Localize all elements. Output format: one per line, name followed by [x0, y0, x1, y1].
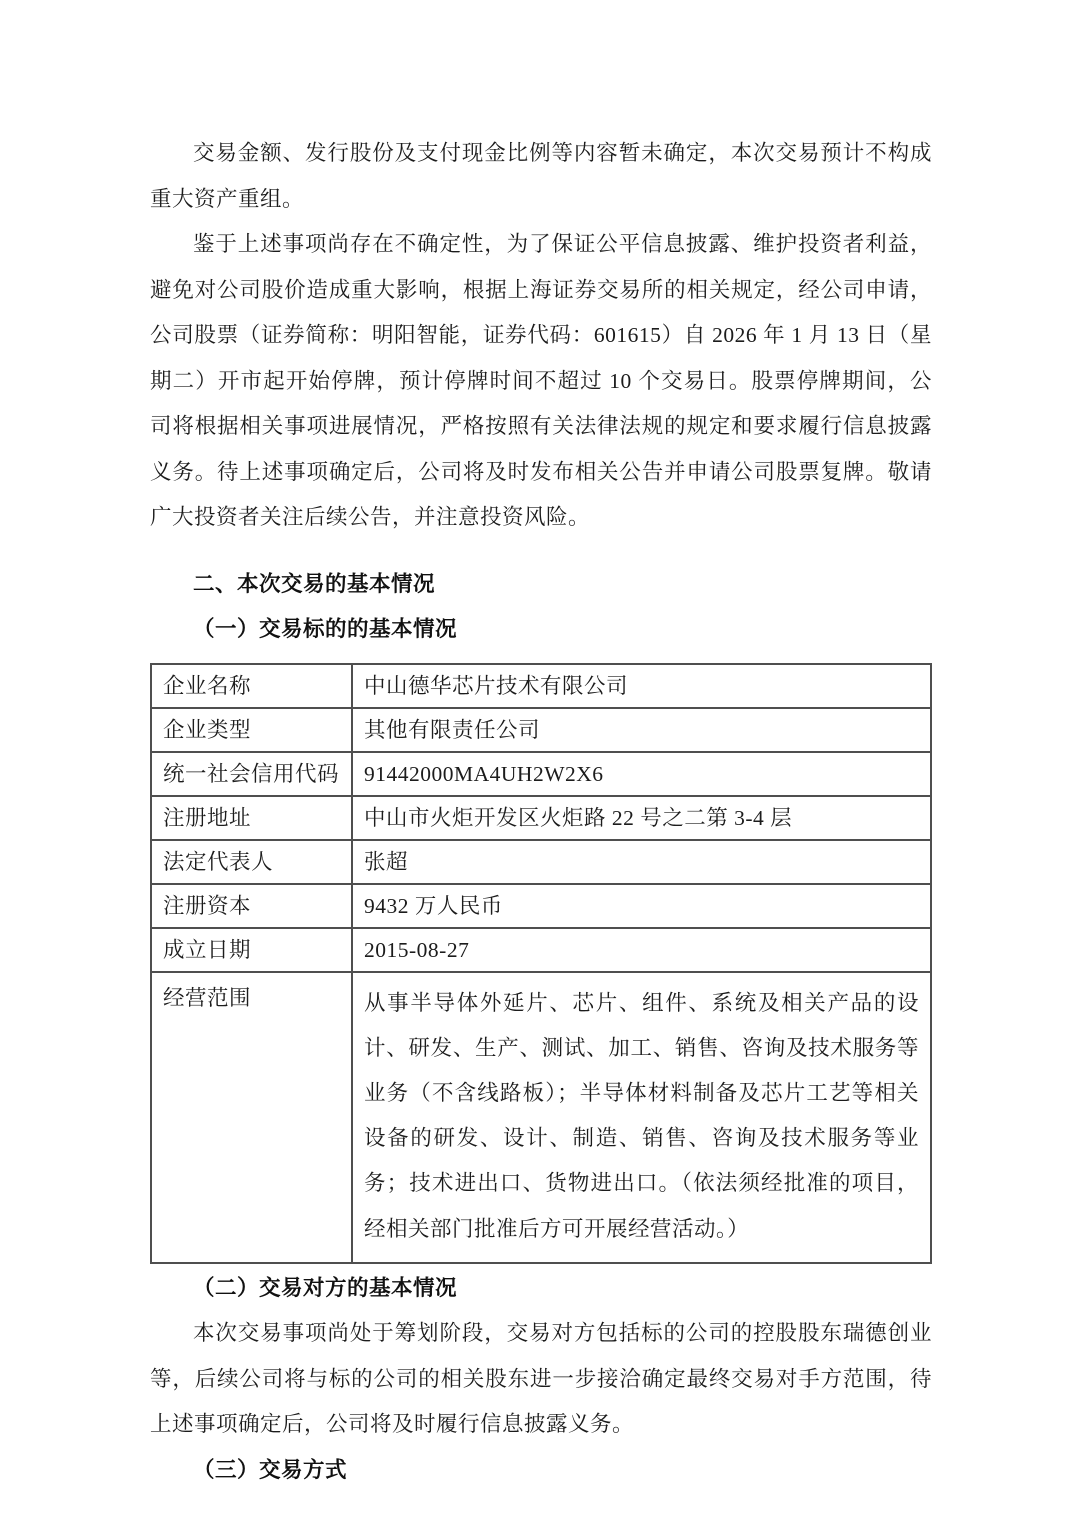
table-row-registered-address	[151, 796, 931, 840]
row-value: 中山德华芯片技术有限公司	[352, 664, 931, 708]
row-label: 注册资本	[151, 884, 352, 928]
row-value: 其他有限责任公司	[352, 708, 931, 752]
row-value: 2015-08-27	[352, 928, 931, 972]
paragraph-transaction-amount: 交易金额、发行股份及支付现金比例等内容暂未确定，本次交易预计不构成重大资产重组。	[150, 141, 932, 211]
table-row-legal-representative	[151, 840, 931, 884]
table-row-company-name	[151, 664, 931, 708]
subsection-heading-counterparty-basics: （二）交易对方的基本情况	[193, 1275, 458, 1300]
row-value: 中山市火炬开发区火炬路 22 号之二第 3-4 层	[352, 796, 931, 840]
table-row-business-scope	[151, 972, 931, 1263]
row-label: 法定代表人	[151, 840, 352, 884]
row-label: 企业类型	[151, 708, 352, 752]
table-row-company-type	[151, 708, 931, 752]
row-value: 张超	[352, 840, 931, 884]
row-label: 经营范围	[151, 972, 352, 1263]
table-row-registered-capital	[151, 884, 931, 928]
row-value: 9432 万人民币	[352, 884, 931, 928]
table-row-establishment-date	[151, 928, 931, 972]
target-company-table	[150, 663, 932, 1264]
subsection-heading-transaction-method: （三）交易方式	[193, 1457, 348, 1482]
row-label: 统一社会信用代码	[151, 752, 352, 796]
subsection-heading-target-basics: （一）交易标的的基本情况	[193, 617, 458, 641]
row-label: 企业名称	[151, 664, 352, 708]
paragraph-suspension-notice: 鉴于上述事项尚存在不确定性，为了保证公平信息披露、维护投资者利益，避免对公司股价造成重大影响，根据上海证券交易所的相关规定，经公司申请，公司股票（证券简称：明阳智能，证券代码：601615）自 2026 年 1 月 13 日（星期二）开市起开始停牌，预计停牌时间不超过 10 个交易日。股票停牌期间，公司将根据相关事项进展情况，严格按照有关法律法规的规定和要求履行信息披露义务。待上述事项确定后，公司将及时发布相关公告并申请公司股票复牌。敬请广大投资者关注后续公告，并注意投资风险。	[150, 232, 932, 529]
row-value: 91442000MA4UH2W2X6	[352, 752, 931, 796]
section-heading-transaction-overview: 二、本次交易的基本情况	[193, 571, 436, 596]
row-label: 注册地址	[151, 796, 352, 840]
paragraph-counterparty: 本次交易事项尚处于筹划阶段，交易对方包括标的公司的控股股东瑞德创业等，后续公司将与标的公司的相关股东进一步接洽确定最终交易对手方范围，待上述事项确定后，公司将及时履行信息披露义务。	[150, 1321, 932, 1437]
row-value: 从事半导体外延片、芯片、组件、系统及相关产品的设计、研发、生产、测试、加工、销售、咨询及技术服务等业务（不含线路板）；半导体材料制备及芯片工艺等相关设备的研发、设计、制造、销售、咨询及技术服务等业务；技术进出口、货物进出口。（依法须经批准的项目，经相关部门批准后方可开展经营活动。）	[352, 972, 931, 1263]
row-label: 成立日期	[151, 928, 352, 972]
table-row-credit-code	[151, 752, 931, 796]
